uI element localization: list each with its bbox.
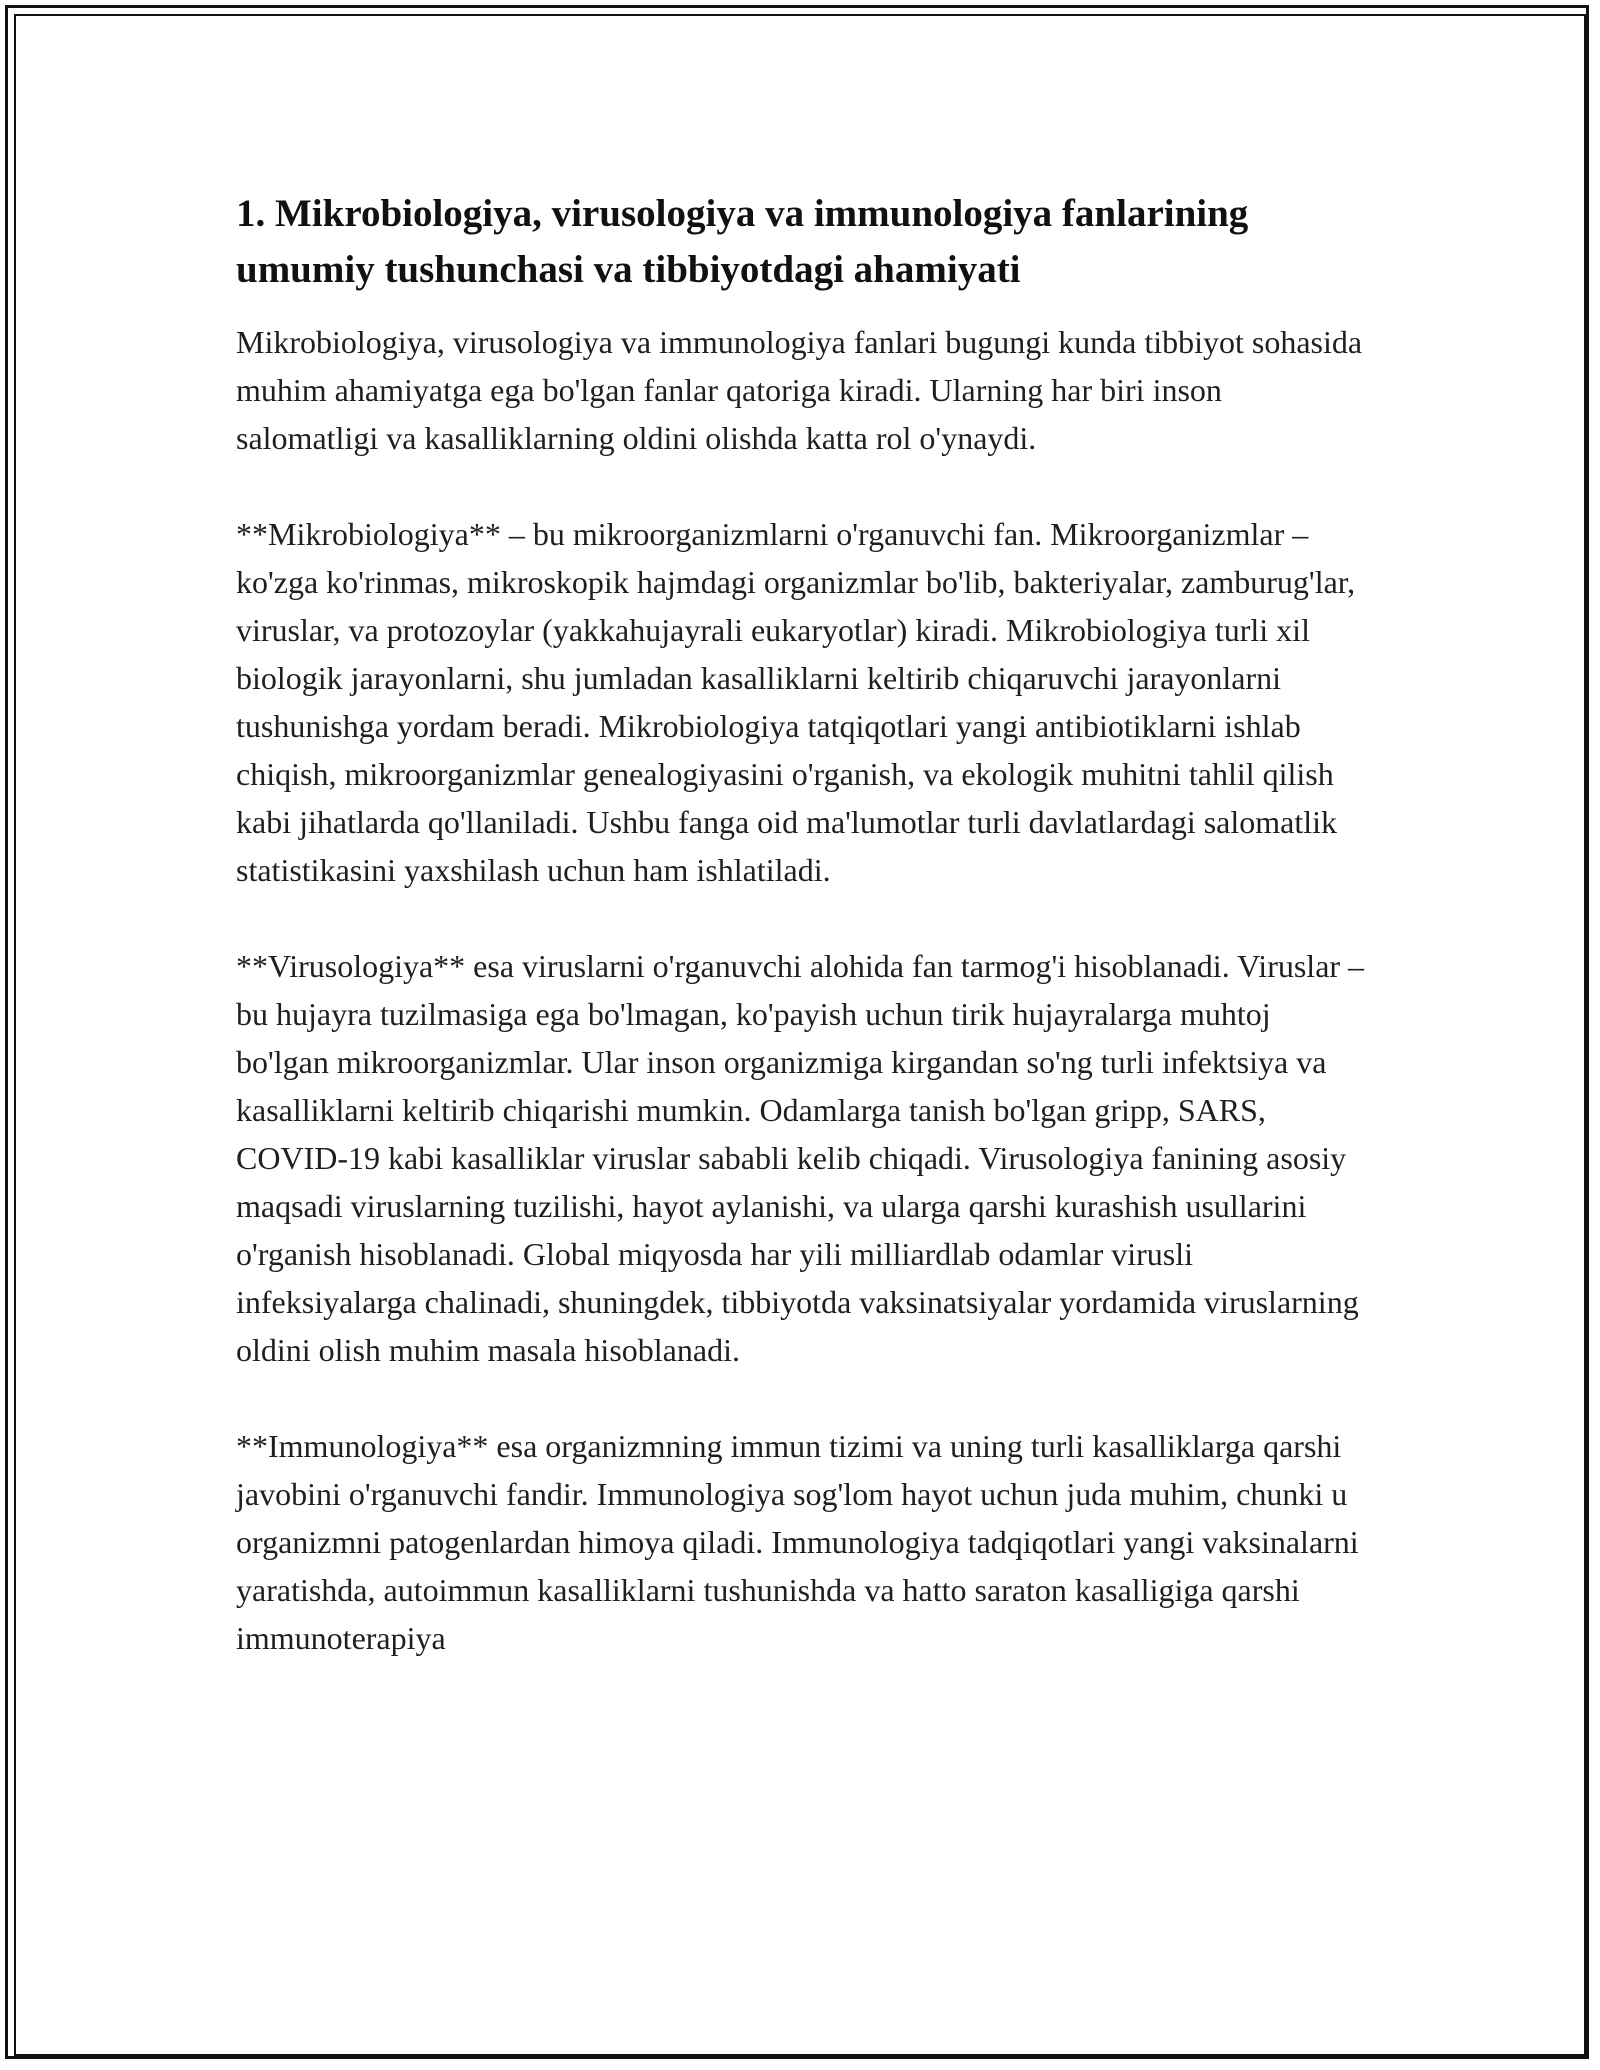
paragraph-microbiology: **Mikrobiologiya** – bu mikroorganizmlarni o'rganuvchi fan. Mikroorganizmlar – ko'zga ko'rinmas, mikroskopik hajmdagi organizmlar bo'lib, bakteriyalar, zamburug'lar, viruslar, va protozoylar (yakkahujayrali eukaryotlar) kiradi. Mikrobiologiya turli xil biologik jarayonlarni, shu jumladan kasalliklarni keltirib chiqaruvchi jarayonlarni tushunishga yordam beradi. Mikrobiologiya tatqiqotlari yangi antibiotiklarni ishlab chiqish, mikroorganizmlar genealogiyasini o'rganish, va ekologik muhitni tahlil qilish kabi jihatlarda qo'llaniladi. Ushbu fanga oid ma'lumotlar turli davlatlardagi salomatlik statistikasini yaxshilash uchun ham ishlatiladi. — [236, 516, 1356, 888]
page-title: 1. Mikrobiologiya, virusologiya va immunologiya fanlarining umumiy tushunchasi va tibbiyotdagi ahamiyati — [236, 192, 1249, 291]
paragraph-virology: **Virusologiya** esa viruslarni o'rganuvchi alohida fan tarmog'i hisoblanadi. Viruslar – bu hujayra tuzilmasiga ega bo'lmagan, ko'payish uchun tirik hujayralarga muhtoj bo'lgan mikroorganizmlar. Ular inson organizmiga kirgandan so'ng turli infektsiya va kasalliklarni keltirib chiqarishi mumkin. Odamlarga tanish bo'lgan gripp, SARS, COVID-19 kabi kasalliklar viruslar sababli kelib chiqadi. Virusologiya fanining asosiy maqsadi viruslarning tuzilishi, hayot aylanishi, va ularga qarshi kurashish usullarini o'rganish hisoblanadi. Global miqyosda har yili milliardlab odamlar virusli infeksiyalarga chalinadi, shuningdek, tibbiyotda vaksinatsiyalar yordamida viruslarning oldini olish muhim masala hisoblanadi. — [236, 948, 1365, 1368]
document-body — [236, 186, 1366, 1710]
paragraph-immunology: **Immunologiya** esa organizmning immun tizimi va uning turli kasalliklarga qarshi javobini o'rganuvchi fandir. Immunologiya sog'lom hayot uchun juda muhim, chunki u organizmni patogenlardan himoya qiladi. Immunologiya tadqiqotlari yangi vaksinalarni yaratishda, autoimmun kasalliklarni tushunishda va hatto saraton kasalligiga qarshi immunoterapiya — [236, 1428, 1359, 1656]
paragraph-intro: Mikrobiologiya, virusologiya va immunologiya fanlari bugungi kunda tibbiyot sohasida muhim ahamiyatga ega bo'lgan fanlar qatoriga kiradi. Ularning har biri inson salomatligi va kasalliklarning oldini olishda katta rol o'ynaydi. — [236, 324, 1363, 456]
